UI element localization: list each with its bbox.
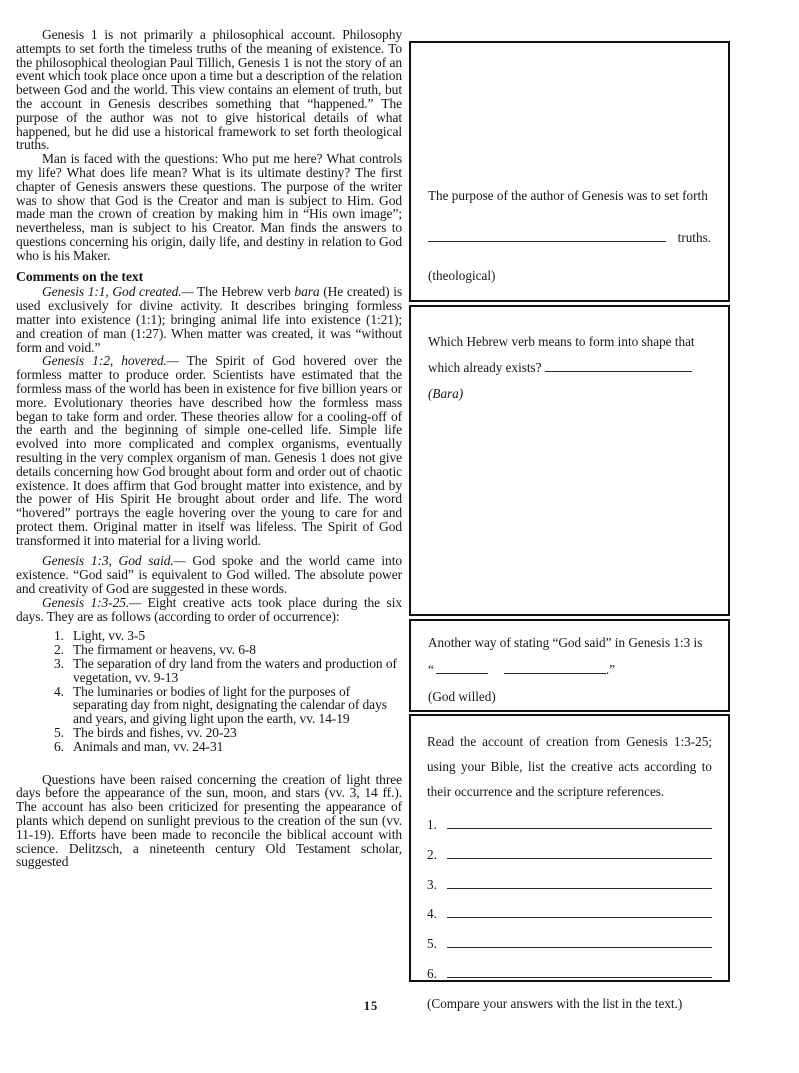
verse-lead: Genesis 1:1, God created.— <box>42 284 194 300</box>
exercise-box-hebrew-verb <box>409 305 730 616</box>
item-number: 4. <box>427 906 437 922</box>
list-text: The luminaries or bodies of light for the purposes of separating day from night, designating the calendar of days and years, and giving light upon the earth, vv. 14-19 <box>73 683 387 727</box>
exercise-box-creative-acts <box>409 714 730 1011</box>
commentary-genesis-1-3-25 <box>16 596 402 624</box>
list-item <box>54 725 402 741</box>
commentary-text: Eight creative acts took place during the six days. They are as follows (according to order of occurrence): <box>16 594 402 624</box>
fill-in-blank <box>447 975 712 978</box>
fill-in-row <box>427 846 712 864</box>
list-item <box>54 656 402 685</box>
fill-in-row <box>428 656 711 683</box>
answer-key: (theological) <box>428 268 496 284</box>
list-item <box>54 642 402 658</box>
left-column <box>16 28 402 869</box>
list-number: 5. <box>54 725 64 741</box>
list-item <box>54 628 402 644</box>
list-text: Animals and man, vv. 24-31 <box>73 738 224 754</box>
intro-paragraph: Genesis 1 is not primarily a philosophical account. Philosophy attempts to set forth the timeless truths of the meaning of existence. To the philosophical theologian Paul Tillich, Genesis 1 is not the story of an event which took place once upon a time but a description of the relation between God and the world. This view contains an element of truth, but the account in Genesis describes something that “happened.” The purpose of the author was not to give historical details of what happened, but he did use a historical framework to set forth theological truths. <box>16 27 402 153</box>
commentary-text: (He created) is used exclusively for divine activity. It describes bringing formless matter into existence (1:1); bringing animal life into existence (1:21); and creation of man (1:27). When matter was created, it was “without form and void.” <box>16 284 402 355</box>
fill-in-row <box>427 935 712 953</box>
fill-in-blank <box>436 671 488 674</box>
item-number: 6. <box>427 966 437 982</box>
fill-in-blank <box>545 369 692 372</box>
fill-in-blank <box>428 239 666 242</box>
fill-in-blank <box>504 671 606 674</box>
fill-in-blank <box>447 826 712 829</box>
list-item <box>54 738 402 754</box>
verse-lead: Genesis 1:2, hovered.— <box>42 353 179 369</box>
comments-heading: Comments on the text <box>16 268 144 284</box>
close-quote: .” <box>605 662 616 677</box>
list-text: The firmament or heavens, vv. 6-8 <box>73 642 256 658</box>
list-text: The separation of dry land from the waters and production of vegetation, vv. 9-13 <box>73 656 397 685</box>
fill-in-row <box>427 816 712 834</box>
exercise-prompt: Which Hebrew verb means to form into shape that which already exists? <box>428 334 695 375</box>
closing-paragraph: Questions have been raised concerning the creation of light three days before the appearance of the sun, moon, and stars (vv. 3, 14 ff.). The account has also been criticized for presenting the appearance of plants which depend on sunlight previous to the creation of the sun (vv. 11-19). Efforts have been made to reconcile the biblical account with science. Delitzsch, a nineteenth century Old Testament scholar, suggested <box>16 771 402 870</box>
fill-in-row <box>428 229 711 247</box>
page-number: 15 <box>363 999 379 1013</box>
list-item <box>54 683 402 727</box>
exercise-box-purpose <box>409 41 730 302</box>
list-number: 2. <box>54 642 64 658</box>
fill-in-blank <box>447 945 712 948</box>
exercise-box-god-said <box>409 619 730 712</box>
fill-in-row <box>427 965 712 983</box>
hebrew-word: bara <box>294 284 320 300</box>
list-text: Light, vv. 3-5 <box>73 628 145 644</box>
answer-key: (Bara) <box>428 386 464 401</box>
fill-in-blank <box>447 915 712 918</box>
commentary-genesis-1-2 <box>16 354 402 547</box>
creative-acts-list <box>16 629 402 753</box>
list-text: The birds and fishes, vv. 20-23 <box>73 725 237 741</box>
list-number: 4. <box>54 683 64 699</box>
commentary-text: God spoke and the world came into existence. “God said” is equivalent to God willed. The absolute power and creativity of God are suggested in these words. <box>16 553 402 597</box>
verse-lead: Genesis 1:3-25.— <box>42 594 142 610</box>
open-quote: “ <box>428 662 434 677</box>
item-number: 5. <box>427 936 437 952</box>
item-number: 1. <box>427 817 437 832</box>
commentary-text: The Spirit of God hovered over the formless matter to produce order. Scientists have estimated that the formless mass of the world has been in existence for five billion years or more. Evolutionary theories have described how the formless mass began to take form and order. These theories allow for a cooling-off of the earth and the beginning of simple one-celled life. Simple life evolved into more complicated and complex organisms, eventually resulting in the very complex organism of man. Genesis 1 does not give details concerning how God brought about form and order out of chaotic existence. It does affirm that God brought matter into existence, and by the power of His Spirit He brought about order and life. The word “hovered” portrays the eagle hovering over the young to care for and protect them. Original matter in itself was lifeless. The Spirit of God transformed it into material for a living world. <box>16 353 402 548</box>
fill-in-blank <box>447 856 712 859</box>
compare-note: (Compare your answers with the list in the text.) <box>427 995 683 1011</box>
list-number: 3. <box>54 656 64 672</box>
fill-in-row <box>427 905 712 923</box>
list-number: 6. <box>54 738 64 754</box>
list-number: 1. <box>54 628 64 644</box>
exercise-prompt: The purpose of the author of Genesis was to set forth <box>428 187 708 203</box>
item-number: 2. <box>427 846 437 862</box>
exercise-prompt: Another way of stating “God said” in Genesis 1:3 is <box>428 635 703 650</box>
commentary-genesis-1-3 <box>16 554 402 595</box>
prompt-suffix: truths. <box>677 230 711 246</box>
fill-in-row <box>427 876 712 894</box>
fill-in-blank <box>447 886 712 889</box>
answer-key: (God willed) <box>428 689 496 704</box>
exercise-prompt: Read the account of creation from Genesis 1:3-25; using your Bible, list the creative acts according to their occurrence and the scripture references. <box>427 734 712 799</box>
questions-paragraph: Man is faced with the questions: Who put me here? What controls my life? What does life mean? What is its ultimate destiny? The first chapter of Genesis answers these questions. The purpose of the writer was to show that God is the Creator and man is subject to Him. God made man the crown of creation by making him in “His own image”; nevertheless, man is subject to his Creator. Man finds the answers to questions concerning his origin, daily life, and destiny in relation to God who is his Maker. <box>16 151 402 263</box>
verse-lead: Genesis 1:3, God said.— <box>42 553 186 569</box>
commentary-text: The Hebrew verb <box>193 284 295 300</box>
item-number: 3. <box>427 876 437 892</box>
commentary-genesis-1-1 <box>16 285 402 354</box>
